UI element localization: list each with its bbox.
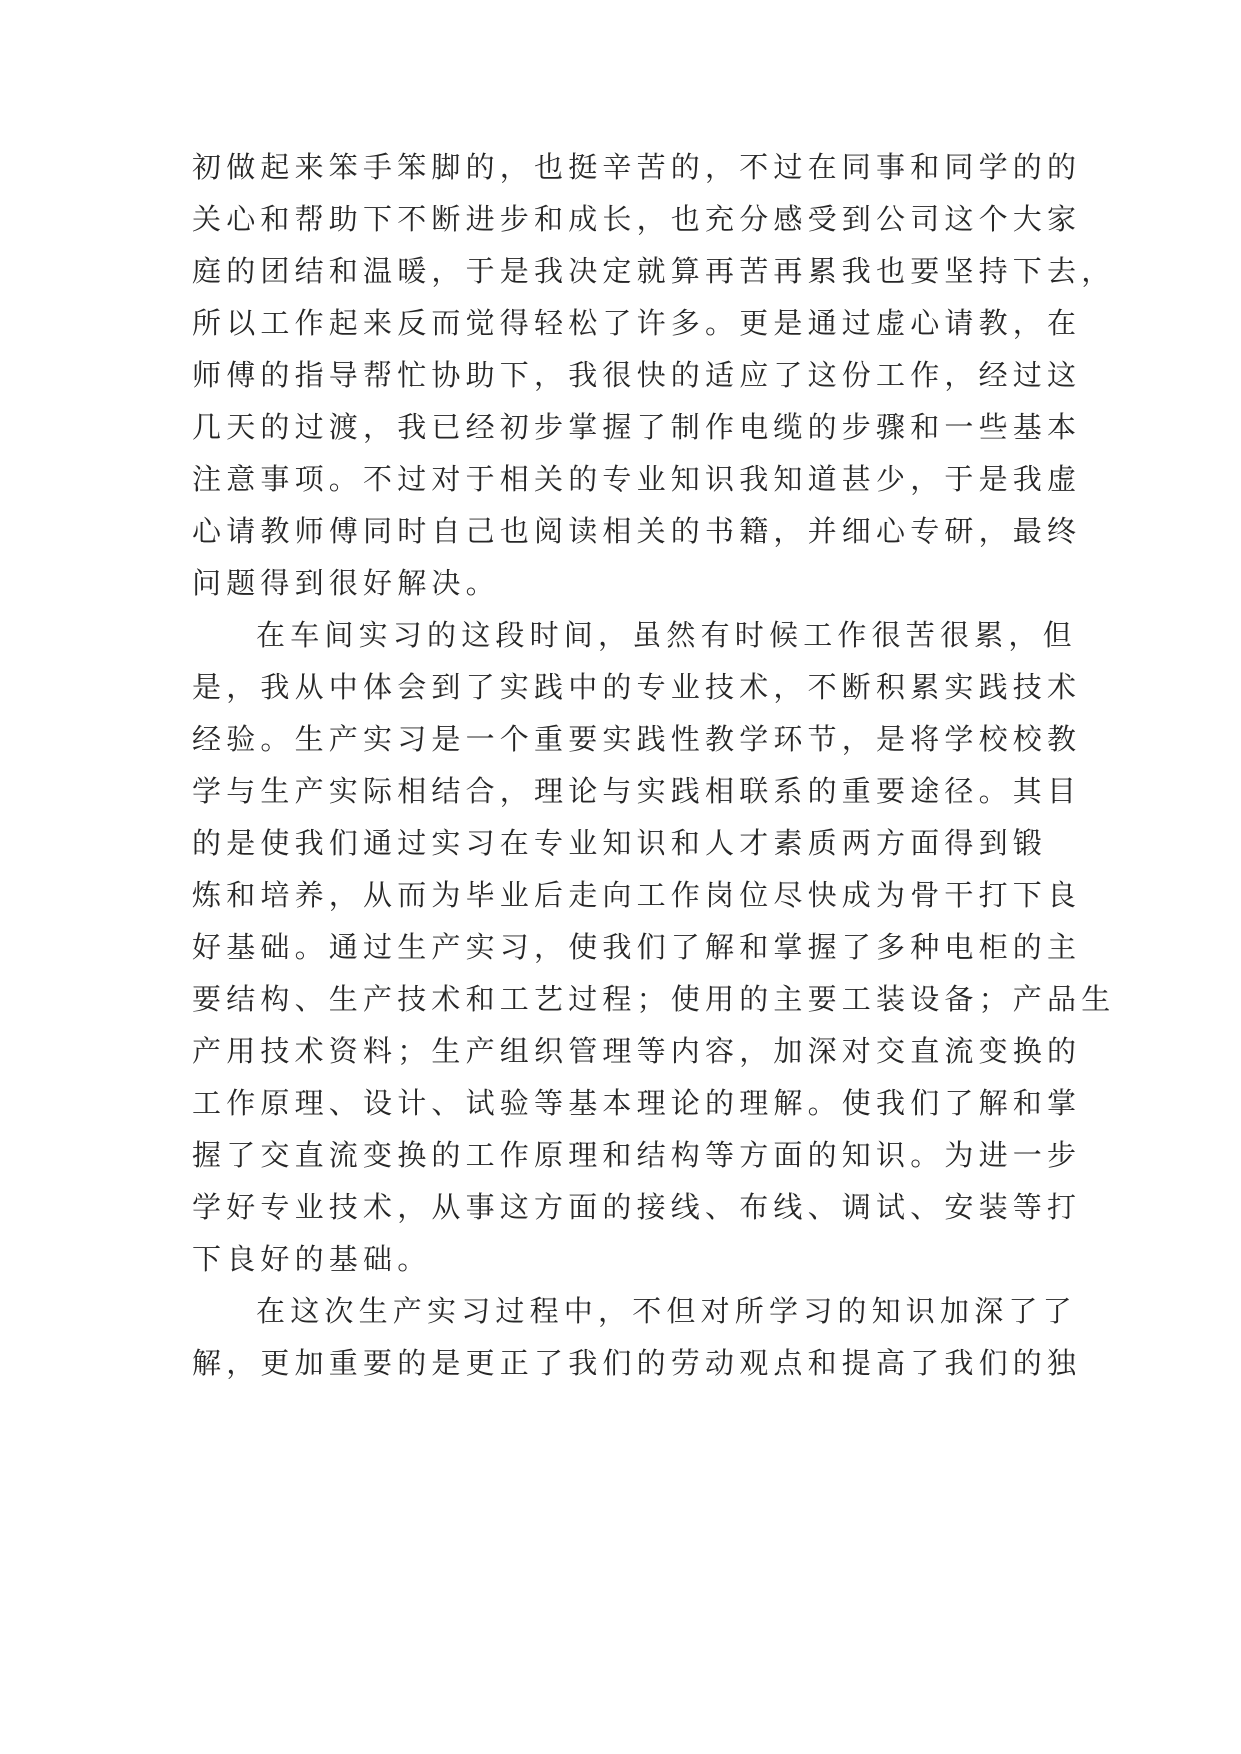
text-line: 好基础。通过生产实习，使我们了解和掌握了多种电柜的主	[192, 930, 1082, 964]
text-line: 庭的团结和温暖，于是我决定就算再苦再累我也要坚持下去，	[192, 254, 1116, 288]
text-line: 的是使我们通过实习在专业知识和人才素质两方面得到锻	[192, 826, 1048, 860]
text-line: 心请教师傅同时自己也阅读相关的书籍，并细心专研，最终	[192, 514, 1082, 548]
text-line: 关心和帮助下不断进步和成长，也充分感受到公司这个大家	[192, 202, 1082, 236]
text-line: 问题得到很好解决。	[192, 566, 500, 600]
text-line: 学与生产实际相结合，理论与实践相联系的重要途径。其目	[192, 774, 1082, 808]
text-line: 所以工作起来反而觉得轻松了许多。更是通过虚心请教，在	[192, 306, 1082, 340]
text-line: 下良好的基础。	[192, 1242, 432, 1276]
text-line: 握了交直流变换的工作原理和结构等方面的知识。为进一步	[192, 1138, 1082, 1172]
text-line: 学好专业技术，从事这方面的接线、布线、调试、安装等打	[192, 1190, 1082, 1224]
text-line: 要结构、生产技术和工艺过程；使用的主要工装设备；产品生	[192, 982, 1116, 1016]
text-line: 师傅的指导帮忙协助下，我很快的适应了这份工作，经过这	[192, 358, 1082, 392]
text-line: 在车间实习的这段时间，虽然有时候工作很苦很累，但	[256, 618, 1077, 652]
text-line: 经验。生产实习是一个重要实践性教学环节，是将学校校教	[192, 722, 1082, 756]
text-line: 解，更加重要的是更正了我们的劳动观点和提高了我们的独	[192, 1346, 1082, 1380]
text-line: 在这次生产实习过程中，不但对所学习的知识加深了了	[256, 1294, 1077, 1328]
text-line: 几天的过渡，我已经初步掌握了制作电缆的步骤和一些基本	[192, 410, 1082, 444]
text-line: 炼和培养，从而为毕业后走向工作岗位尽快成为骨干打下良	[192, 878, 1082, 912]
text-line: 初做起来笨手笨脚的，也挺辛苦的，不过在同事和同学的的	[192, 150, 1082, 184]
text-line: 注意事项。不过对于相关的专业知识我知道甚少，于是我虚	[192, 462, 1082, 496]
text-line: 产用技术资料；生产组织管理等内容，加深对交直流变换的	[192, 1034, 1082, 1068]
text-line: 是，我从中体会到了实践中的专业技术，不断积累实践技术	[192, 670, 1082, 704]
text-line: 工作原理、设计、试验等基本理论的理解。使我们了解和掌	[192, 1086, 1082, 1120]
